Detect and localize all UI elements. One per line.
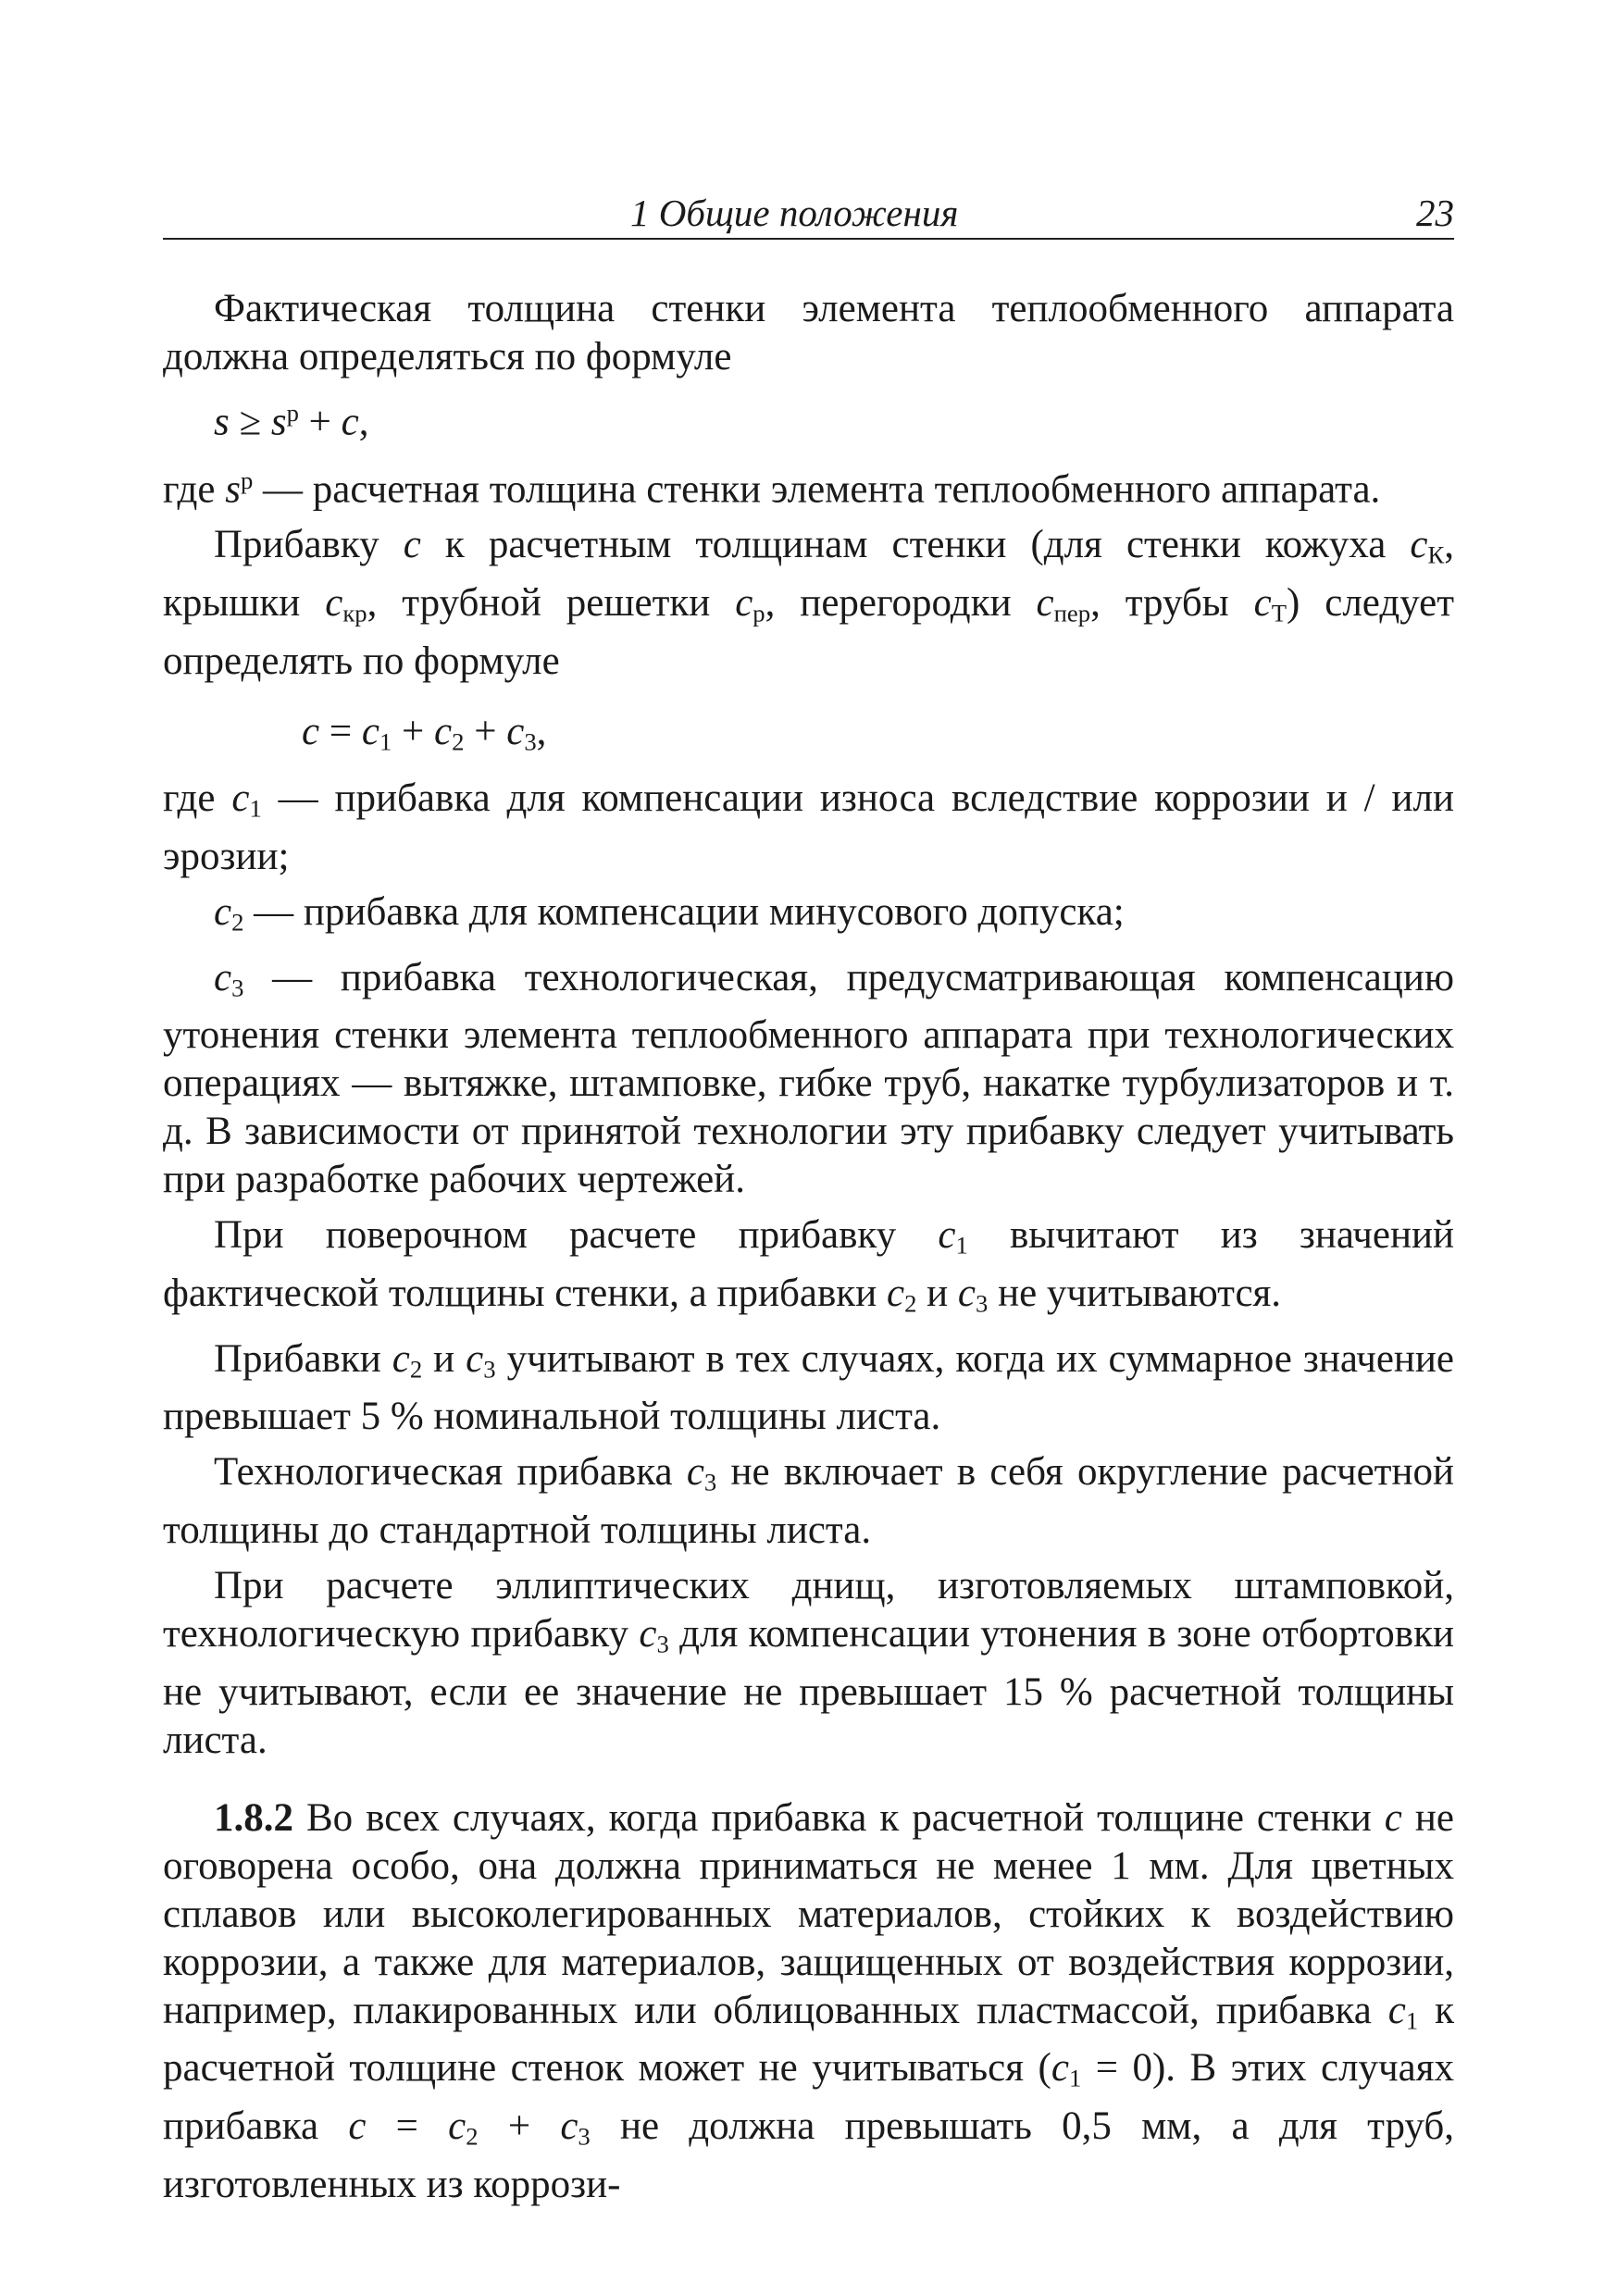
- paragraph-10: При расчете эллиптических днищ, изготовляемых штамповкой, технологическую прибавку $c_3$ для компенсации утонения в зоне отбортовки не учитывают, если ее значение не превышает 15 % расчетной толщины листа.: [163, 1563, 1454, 1762]
- running-header: [163, 188, 1454, 240]
- paragraph-1-8-2: 1.8.2 Во всех случаях, когда прибавка к расчетной толщине стенки c не оговорена особо, она должна приниматься не менее 1 мм. Для цветных сплавов или высоколегированных материалов, стойких к воздействию коррозии, а также для материалов, защищенных от воздействия коррозии, например, плакированных или облицованных пластмассой, прибавка $c_1$ к расчетной толщине стенок может не учитываться $(c_1 = 0)$. В этих случаях прибавка $c = c_2 + c_3$ не должна превышать 0,5 мм, а для труб, изготовленных из коррози-: [163, 1795, 1454, 2206]
- paragraph-2: где $s^р$ — расчетная толщина стенки элемента теплообменного аппарата.: [163, 465, 1381, 512]
- paragraph-9: Технологическая прибавка $c_3$ не включает в себя округление расчетной толщины до стандартной толщины листа.: [163, 1450, 1454, 1552]
- paragraph-4: где $c_1$ — прибавка для компенсации износа вследствие коррозии и / или эрозии;: [163, 776, 1454, 878]
- paragraph-5: $c_2$ — прибавка для компенсации минусового допуска;: [214, 889, 1125, 937]
- page-number: 23: [1416, 192, 1454, 234]
- section-gap: [163, 1772, 1454, 1794]
- section-number: 1.8.2: [214, 1795, 293, 1840]
- page-body: [163, 285, 1454, 2216]
- formula-allowance: $c = c_1 + c_2 + c_3$,: [302, 709, 547, 756]
- paragraph-1: Фактическая толщина стенки элемента теплообменного аппарата должна определяться по формуле: [163, 287, 1454, 379]
- paragraph-3: Прибавку c к расчетным толщинам стенки (для стенки кожуха $c_К$, крышки $c_{кр}$, трубной решетки $c_р$, перегородки $c_{пер}$, трубы $c_Т$) следует определять по формуле: [163, 523, 1455, 683]
- header-title: 1 Общие положения: [630, 192, 959, 234]
- paragraph-6: $c_3$ — прибавка технологическая, предусматривающая компенсацию утонения стенки элемента теплообменного аппарата при технологических операциях — вытяжке, штамповке, гибке труб, накатке турбулизаторов и т. д. В зависимости от принятой технологии эту прибавку следует учитывать при разработке рабочих чертежей.: [163, 955, 1454, 1202]
- formula-thickness: $s \ge s^р + c$,: [214, 399, 369, 444]
- paragraph-8: Прибавки $c_2$ и $c_3$ учитывают в тех случаях, когда их суммарное значение превышает 5 % номинальной толщины листа.: [163, 1336, 1455, 1439]
- paragraph-7: При поверочном расчете прибавку $c_1$ вычитают из значений фактической толщины стенки, а прибавки $c_2$ и $c_3$ не учитываются.: [163, 1213, 1455, 1318]
